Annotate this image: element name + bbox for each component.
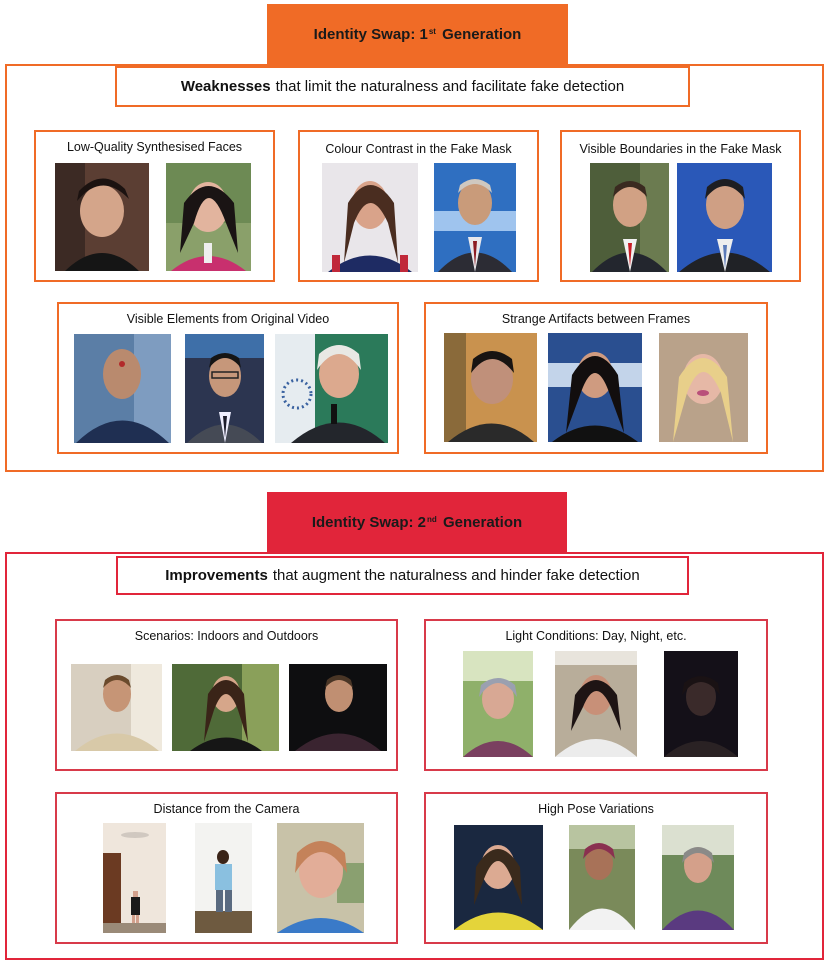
- gen2-subheading: [116, 556, 689, 595]
- gen1-subheading-bold: Weaknesses: [180, 78, 271, 95]
- face-photo: [185, 334, 264, 443]
- face-photo: [662, 825, 734, 930]
- panel-title: Colour Contrast in the Fake Mask: [325, 142, 512, 156]
- panel-title: Distance from the Camera: [153, 802, 300, 816]
- face-photo: [275, 334, 388, 443]
- panel-title: Scenarios: Indoors and Outdoors: [134, 629, 319, 643]
- face-photo: [289, 664, 387, 751]
- gen2-banner-prefix: Identity Swap: 2: [311, 514, 427, 531]
- gen1-subheading: [115, 66, 690, 107]
- panel-title: Strange Artifacts between Frames: [501, 312, 691, 326]
- panel-scenarios: [55, 619, 398, 771]
- face-photo: [195, 823, 252, 933]
- gen2-banner-sup: nd: [427, 515, 437, 524]
- panel-distance-camera: [55, 792, 398, 944]
- face-photo: [454, 825, 543, 930]
- gen1-banner-sup: st: [428, 26, 436, 36]
- panel-colour-contrast: [298, 130, 539, 282]
- panel-visible-boundaries: [560, 130, 801, 282]
- face-photo: [444, 333, 537, 442]
- panel-light-conditions: [424, 619, 768, 771]
- face-photo: [590, 163, 669, 272]
- gen2-banner: [267, 492, 567, 553]
- panel-visible-elements: [57, 302, 399, 454]
- gen1-banner-suffix: Generation: [437, 25, 522, 43]
- face-photo: [172, 664, 279, 751]
- gen2-subheading-rest: that augment the naturalness and hinder fake detection: [272, 567, 640, 584]
- panel-title: Visible Boundaries in the Fake Mask: [579, 142, 782, 156]
- face-photo: [55, 163, 149, 271]
- face-photo: [659, 333, 748, 442]
- face-photo: [277, 823, 364, 933]
- panel-title: Visible Elements from Original Video: [126, 312, 330, 326]
- gen1-subheading-rest: that limit the naturalness and facilitate fake detection: [275, 78, 625, 95]
- face-photo: [555, 651, 637, 757]
- face-photo: [664, 651, 738, 757]
- face-photo: [677, 163, 772, 272]
- panel-title: High Pose Variations: [538, 802, 654, 816]
- gen2-banner-suffix: Generation: [438, 514, 523, 531]
- face-photo: [569, 825, 635, 930]
- face-photo: [71, 664, 162, 751]
- gen1-banner-prefix: Identity Swap: 1: [313, 25, 428, 43]
- face-photo: [434, 163, 516, 272]
- panel-low-quality-faces: [34, 130, 275, 282]
- face-photo: [548, 333, 642, 442]
- panel-strange-artifacts: [424, 302, 768, 454]
- face-photo: [166, 163, 251, 271]
- face-photo: [322, 163, 418, 272]
- panel-title: Low-Quality Synthesised Faces: [66, 140, 243, 154]
- face-photo: [74, 334, 171, 443]
- gen2-subheading-bold: Improvements: [165, 567, 268, 584]
- panel-title: Light Conditions: Day, Night, etc.: [505, 629, 687, 643]
- gen1-banner: [267, 4, 568, 64]
- panel-high-pose: [424, 792, 768, 944]
- face-photo: [463, 651, 533, 757]
- face-photo: [103, 823, 166, 933]
